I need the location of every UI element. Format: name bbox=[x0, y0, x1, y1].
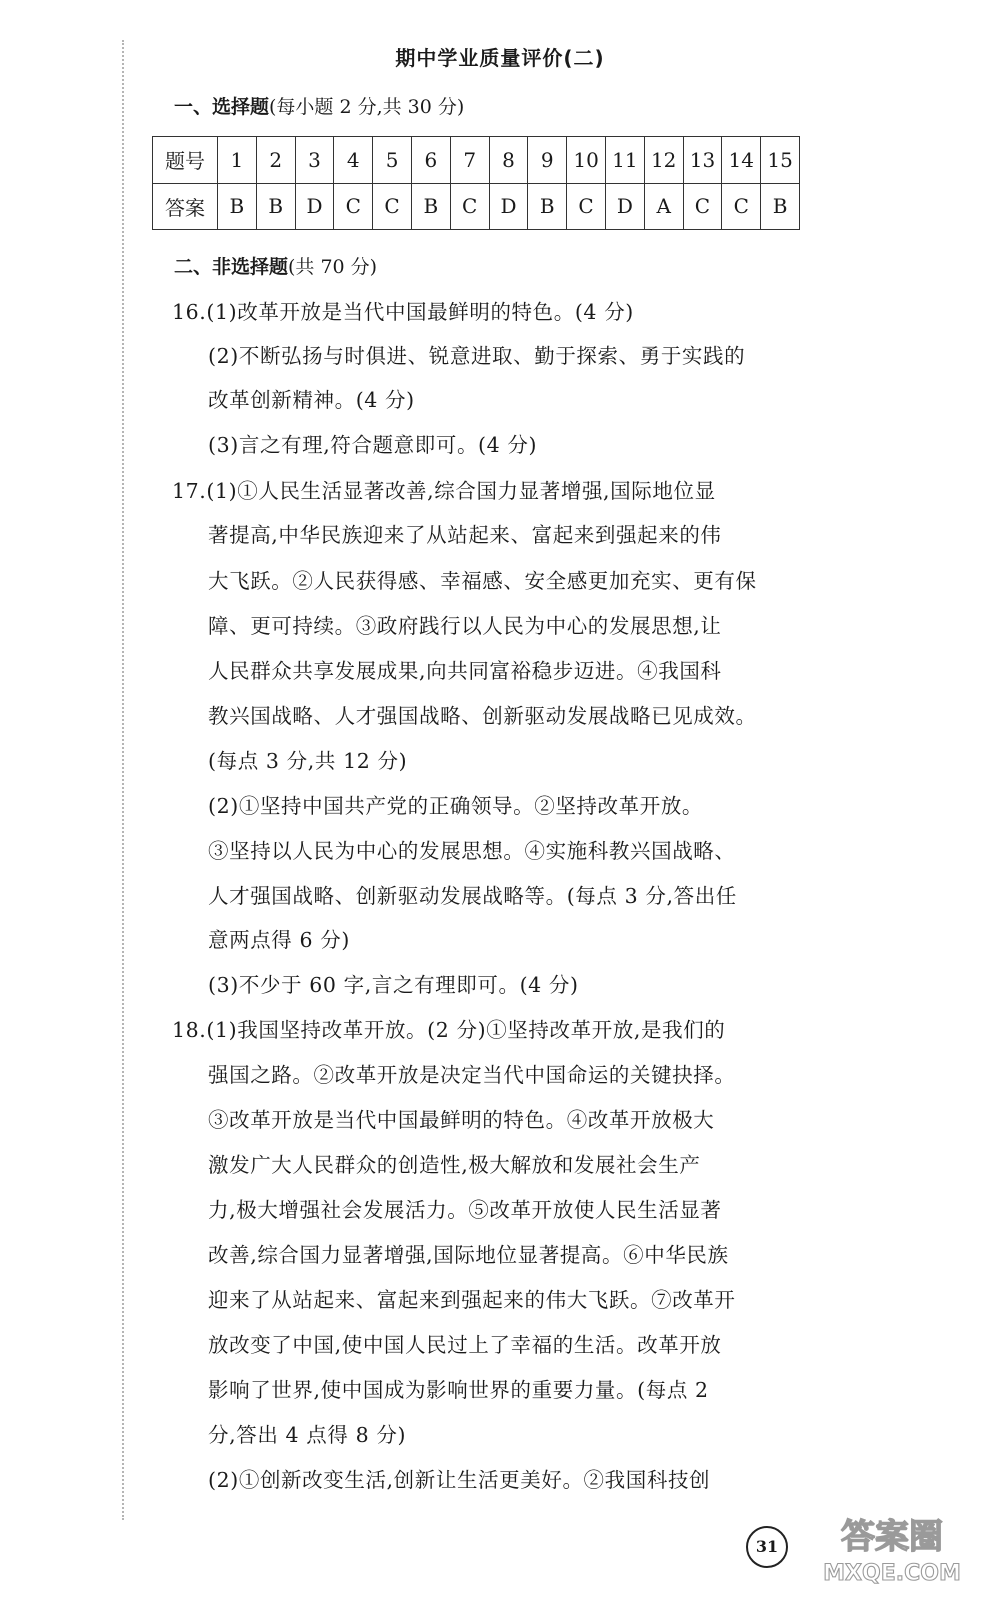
row-header-answers: 答案 bbox=[153, 183, 218, 230]
section-note: (共 70 分) bbox=[288, 256, 378, 278]
page-title: 期中学业质量评价(二) bbox=[395, 46, 605, 70]
answer-cell: C bbox=[334, 183, 373, 230]
answer-line: 分,答出 4 点得 8 分) bbox=[208, 1423, 407, 1447]
question-number: 5 bbox=[373, 137, 412, 184]
answer-line: 放改变了中国,使中国人民过上了幸福的生活。改革开放 bbox=[208, 1333, 722, 1357]
watermark-url: MXQE.COM bbox=[823, 1561, 961, 1586]
watermark-title: 答案圈 bbox=[841, 1517, 943, 1557]
answer-line: 人民群众共享发展成果,向共同富裕稳步迈进。④我国科 bbox=[208, 659, 722, 683]
answer-line: 迎来了从站起来、富起来到强起来的伟大飞跃。⑦改革开 bbox=[208, 1288, 736, 1312]
question-number: 11 bbox=[605, 137, 644, 184]
question-number: 10 bbox=[567, 137, 606, 184]
answer-cell: A bbox=[644, 183, 683, 230]
question-number: 3 bbox=[295, 137, 334, 184]
question-number: 14 bbox=[722, 137, 761, 184]
answer-line: 人才强国战略、创新驱动发展战略等。(每点 3 分,答出任 bbox=[208, 884, 737, 908]
section-label: 一、选择题 bbox=[174, 96, 270, 118]
site-watermark-logo bbox=[800, 1508, 980, 1588]
table-row-answers bbox=[153, 183, 800, 230]
answer-cell: D bbox=[295, 183, 334, 230]
answer-line: 改革创新精神。(4 分) bbox=[208, 388, 415, 412]
answer-line: ③改革开放是当代中国最鲜明的特色。④改革开放极大 bbox=[208, 1108, 715, 1132]
answer-cell: B bbox=[256, 183, 295, 230]
question-number: 7 bbox=[450, 137, 489, 184]
answer-line: 大飞跃。②人民获得感、幸福感、安全感更加充实、更有保 bbox=[208, 569, 757, 593]
answer-line: (每点 3 分,共 12 分) bbox=[208, 749, 408, 773]
question-number: 2 bbox=[256, 137, 295, 184]
answer-cell: B bbox=[528, 183, 567, 230]
row-header-numbers: 题号 bbox=[153, 137, 218, 184]
answer-line: (2)①创新改变生活,创新让生活更美好。②我国科技创 bbox=[208, 1468, 711, 1492]
answer-line: 强国之路。②改革开放是决定当代中国命运的关键抉择。 bbox=[208, 1063, 736, 1087]
answer-line: 障、更可持续。③政府践行以人民为中心的发展思想,让 bbox=[208, 614, 722, 638]
question-number: 1 bbox=[218, 137, 257, 184]
table-row-numbers bbox=[153, 137, 800, 184]
answer-cell: C bbox=[683, 183, 722, 230]
section-label: 二、非选择题 bbox=[174, 256, 289, 278]
question-number: 8 bbox=[489, 137, 528, 184]
answer-line: 教兴国战略、人才强国战略、创新驱动发展战略已见成效。 bbox=[208, 704, 757, 728]
binding-margin-line bbox=[122, 40, 124, 1520]
question-number: 9 bbox=[528, 137, 567, 184]
answer-line: 激发广大人民群众的创造性,极大解放和发展社会生产 bbox=[208, 1153, 701, 1177]
answer-line: (2)不断弘扬与时俱进、锐意进取、勤于探索、勇于实践的 bbox=[208, 344, 746, 368]
question-number: 12 bbox=[644, 137, 683, 184]
answer-line: 著提高,中华民族迎来了从站起来、富起来到强起来的伟 bbox=[208, 523, 722, 547]
answer-line: 影响了世界,使中国成为影响世界的重要力量。(每点 2 bbox=[208, 1378, 709, 1402]
question-number: 4 bbox=[334, 137, 373, 184]
section-heading-choice bbox=[174, 92, 464, 119]
page-number: 31 bbox=[746, 1526, 788, 1568]
answer-line: 改善,综合国力显著增强,国际地位显著提高。⑥中华民族 bbox=[208, 1243, 729, 1267]
section-heading-nonchoice bbox=[174, 252, 377, 279]
answer-line: (3)不少于 60 字,言之有理即可。(4 分) bbox=[208, 973, 579, 997]
answer-line: 力,极大增强社会发展活力。⑤改革开放使人民生活显著 bbox=[208, 1198, 722, 1222]
answer-line: 18.(1)我国坚持改革开放。(2 分)①坚持改革开放,是我们的 bbox=[172, 1018, 726, 1042]
answer-cell: B bbox=[411, 183, 450, 230]
answer-line: 17.(1)①人民生活显著改善,综合国力显著增强,国际地位显 bbox=[172, 479, 716, 503]
answer-line: (3)言之有理,符合题意即可。(4 分) bbox=[208, 433, 538, 457]
section-note: (每小题 2 分,共 30 分) bbox=[269, 96, 465, 118]
question-number: 13 bbox=[683, 137, 722, 184]
answer-line: 16.(1)改革开放是当代中国最鲜明的特色。(4 分) bbox=[172, 300, 634, 324]
answer-line: 意两点得 6 分) bbox=[208, 928, 350, 952]
answer-cell: C bbox=[373, 183, 412, 230]
question-number: 6 bbox=[411, 137, 450, 184]
answer-cell: C bbox=[450, 183, 489, 230]
answer-cell: B bbox=[218, 183, 257, 230]
question-number: 15 bbox=[761, 137, 800, 184]
answer-cell: C bbox=[722, 183, 761, 230]
answer-cell: B bbox=[761, 183, 800, 230]
answer-line: (2)①坚持中国共产党的正确领导。②坚持改革开放。 bbox=[208, 794, 704, 818]
answer-cell: D bbox=[605, 183, 644, 230]
answer-table bbox=[152, 136, 800, 230]
answer-cell: D bbox=[489, 183, 528, 230]
answer-line: ③坚持以人民为中心的发展思想。④实施科教兴国战略、 bbox=[208, 839, 736, 863]
answer-cell: C bbox=[567, 183, 606, 230]
